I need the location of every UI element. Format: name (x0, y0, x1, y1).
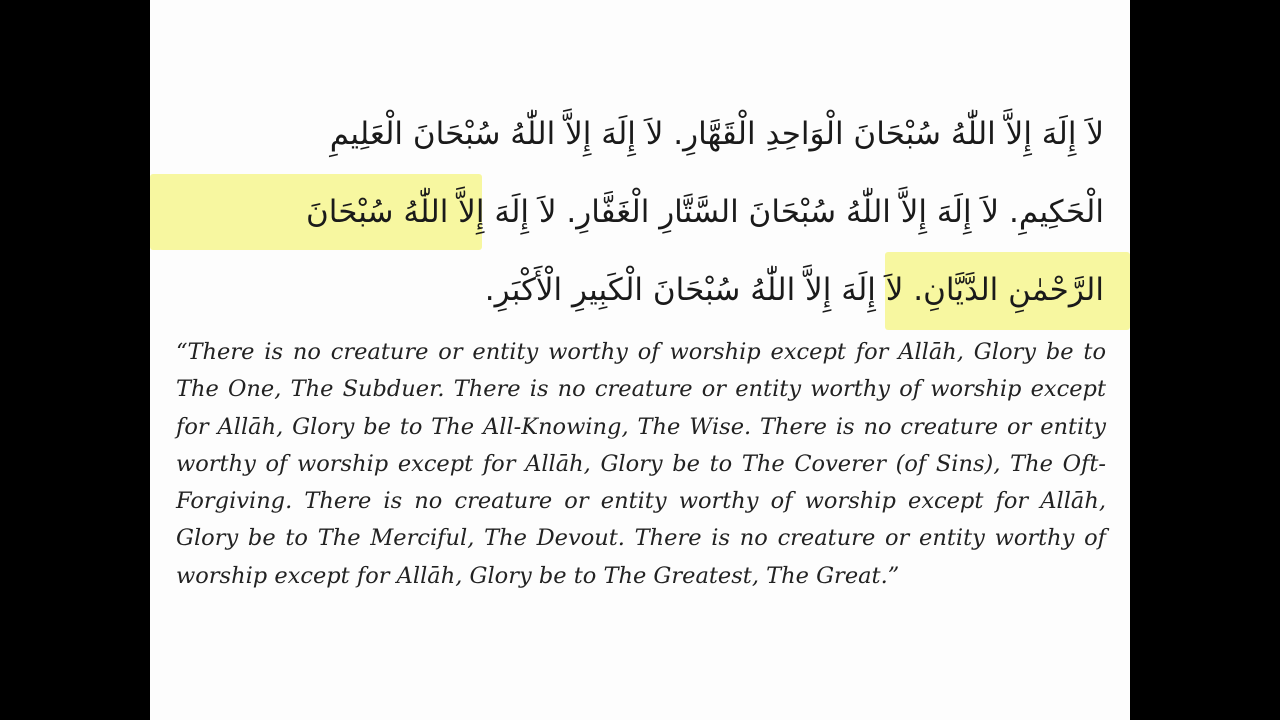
english-translation: “There is no creature or entity worthy of worship except for Allāh, Glory be to The One, The Subduer. There is no creature or entity worthy of worship except for Allāh, Glory be to The All-Knowing, The Wise. There is no creature or entity worthy of worship except for Allāh, Glory be to The Coverer (of Sins), The Oft-Forgiving. There is no creature or entity worthy of worship except for Allāh, Glory be to The Merciful, The Devout. There is no creature or entity worthy of worship except for Allāh, Glory be to The Greatest, The Great.” (176, 339, 1106, 589)
arabic-line-3: الرَّحْمٰنِ الدَّيَّانِ. لاَ إِلَهَ إِلاَّ اللّٰهُ سُبْحَانَ الْكَبِيرِ الْأَكْبَرِ. (484, 272, 1104, 308)
arabic-line-2: الْحَكِيمِ. لاَ إِلَهَ إِلاَّ اللّٰهُ سُبْحَانَ السَّتَّارِ الْغَفَّارِ. لاَ إِلَهَ إِلاَّ اللّٰهُ سُبْحَانَ (305, 194, 1104, 230)
document-page (150, 0, 1130, 720)
arabic-line-1: لاَ إِلَهَ إِلاَّ اللّٰهُ سُبْحَانَ الْوَاحِدِ الْقَهَّارِ. لاَ إِلَهَ إِلاَّ اللّٰهُ سُبْحَانَ الْعَلِيمِ (329, 116, 1104, 152)
